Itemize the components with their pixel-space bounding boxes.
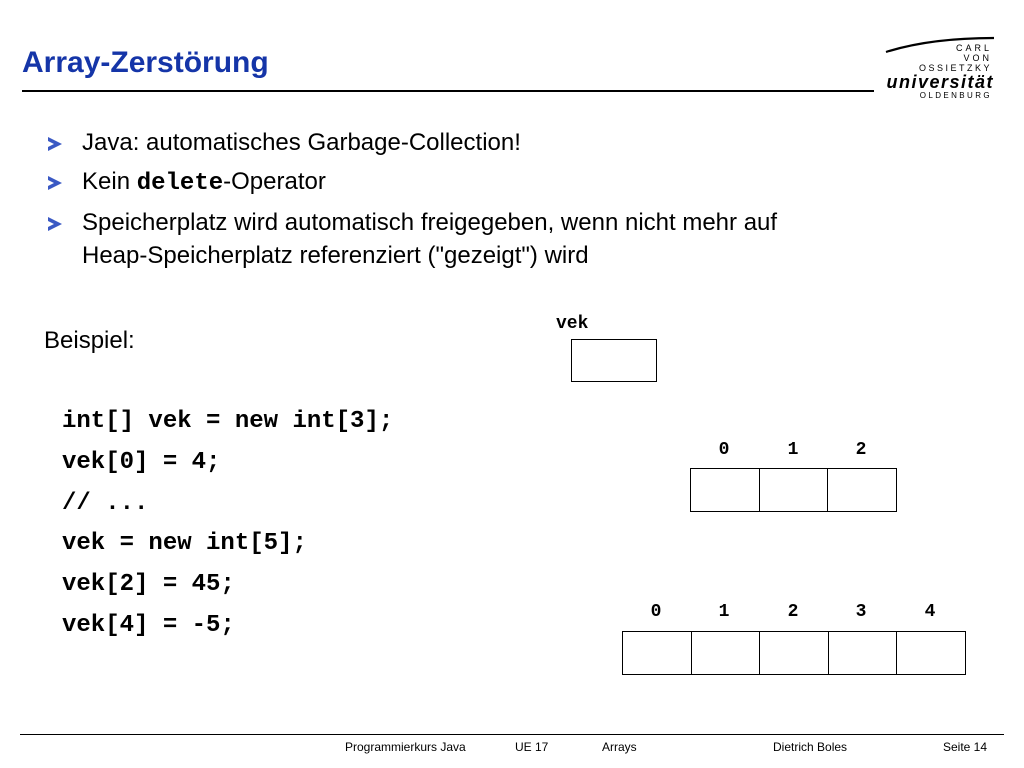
array2-index: 1 bbox=[718, 602, 730, 622]
code-line: vek = new int[5]; bbox=[62, 530, 307, 558]
array1-index: 2 bbox=[855, 440, 867, 460]
delete-keyword: delete bbox=[136, 170, 224, 197]
variable-box bbox=[571, 339, 657, 382]
code-line: int[] vek = new int[3]; bbox=[62, 408, 394, 435]
bullet-text-prefix: Kein bbox=[82, 168, 137, 195]
logo-carl: CARL bbox=[955, 43, 992, 53]
array2-cell bbox=[828, 631, 898, 675]
bullet-list bbox=[48, 126, 948, 278]
array1-index: 1 bbox=[787, 440, 799, 460]
array1-cell bbox=[827, 468, 897, 512]
array2-cell bbox=[622, 631, 692, 675]
logo-von: VON bbox=[963, 53, 992, 63]
bullet-text-line1: Speicherplatz wird automatisch freigegeben, wenn nicht mehr auf bbox=[82, 209, 778, 236]
array1-index: 0 bbox=[718, 440, 730, 460]
array2-cell bbox=[691, 631, 761, 675]
logo-wordmark: universität bbox=[886, 72, 994, 92]
footer-topic: Arrays bbox=[602, 740, 637, 754]
footer-author: Dietrich Boles bbox=[773, 740, 848, 754]
array2-index: 2 bbox=[787, 602, 799, 622]
bullet-text-suffix: -Operator bbox=[223, 168, 326, 195]
array2-cell bbox=[896, 631, 966, 675]
bullet-arrow-icon bbox=[48, 137, 62, 151]
code-line: vek[4] = -5; bbox=[62, 611, 235, 639]
university-logo bbox=[880, 34, 1000, 104]
slide-title: Array-Zerstörung bbox=[22, 46, 269, 79]
bullet-arrow-icon bbox=[48, 217, 62, 231]
bullet-arrow-icon bbox=[48, 176, 62, 190]
code-line: vek[2] = 45; bbox=[62, 571, 235, 599]
array2-index: 0 bbox=[650, 602, 662, 622]
bullet-text-line2: Heap-Speicherplatz referenziert ("gezeigt") wird bbox=[82, 242, 589, 269]
array2-index: 4 bbox=[924, 602, 936, 622]
variable-label: vek bbox=[556, 314, 589, 334]
bullet-text: Java: automatisches Garbage-Collection! bbox=[82, 129, 521, 156]
footer-course: Programmierkurs Java bbox=[345, 740, 466, 754]
array2-cell bbox=[759, 631, 829, 675]
title-underline bbox=[22, 90, 874, 92]
footer-rule bbox=[20, 734, 1004, 735]
bullet-garbage-collection bbox=[48, 126, 948, 159]
footer-page-number: Seite 14 bbox=[943, 740, 988, 754]
code-line: vek[0] = 4; bbox=[62, 448, 221, 476]
array1-cell bbox=[690, 468, 760, 512]
array1-cell bbox=[759, 468, 829, 512]
bullet-no-delete bbox=[48, 165, 948, 200]
logo-ossietzky: OSSIETZKY bbox=[918, 63, 992, 73]
example-label: Beispiel: bbox=[44, 327, 135, 354]
logo-oldenburg: OLDENBURG bbox=[919, 91, 992, 100]
footer-unit: UE 17 bbox=[515, 740, 549, 754]
bullet-memory-release bbox=[48, 206, 948, 272]
array2-index: 3 bbox=[855, 602, 867, 622]
code-line: // ... bbox=[62, 489, 149, 517]
code-listing bbox=[62, 404, 393, 649]
